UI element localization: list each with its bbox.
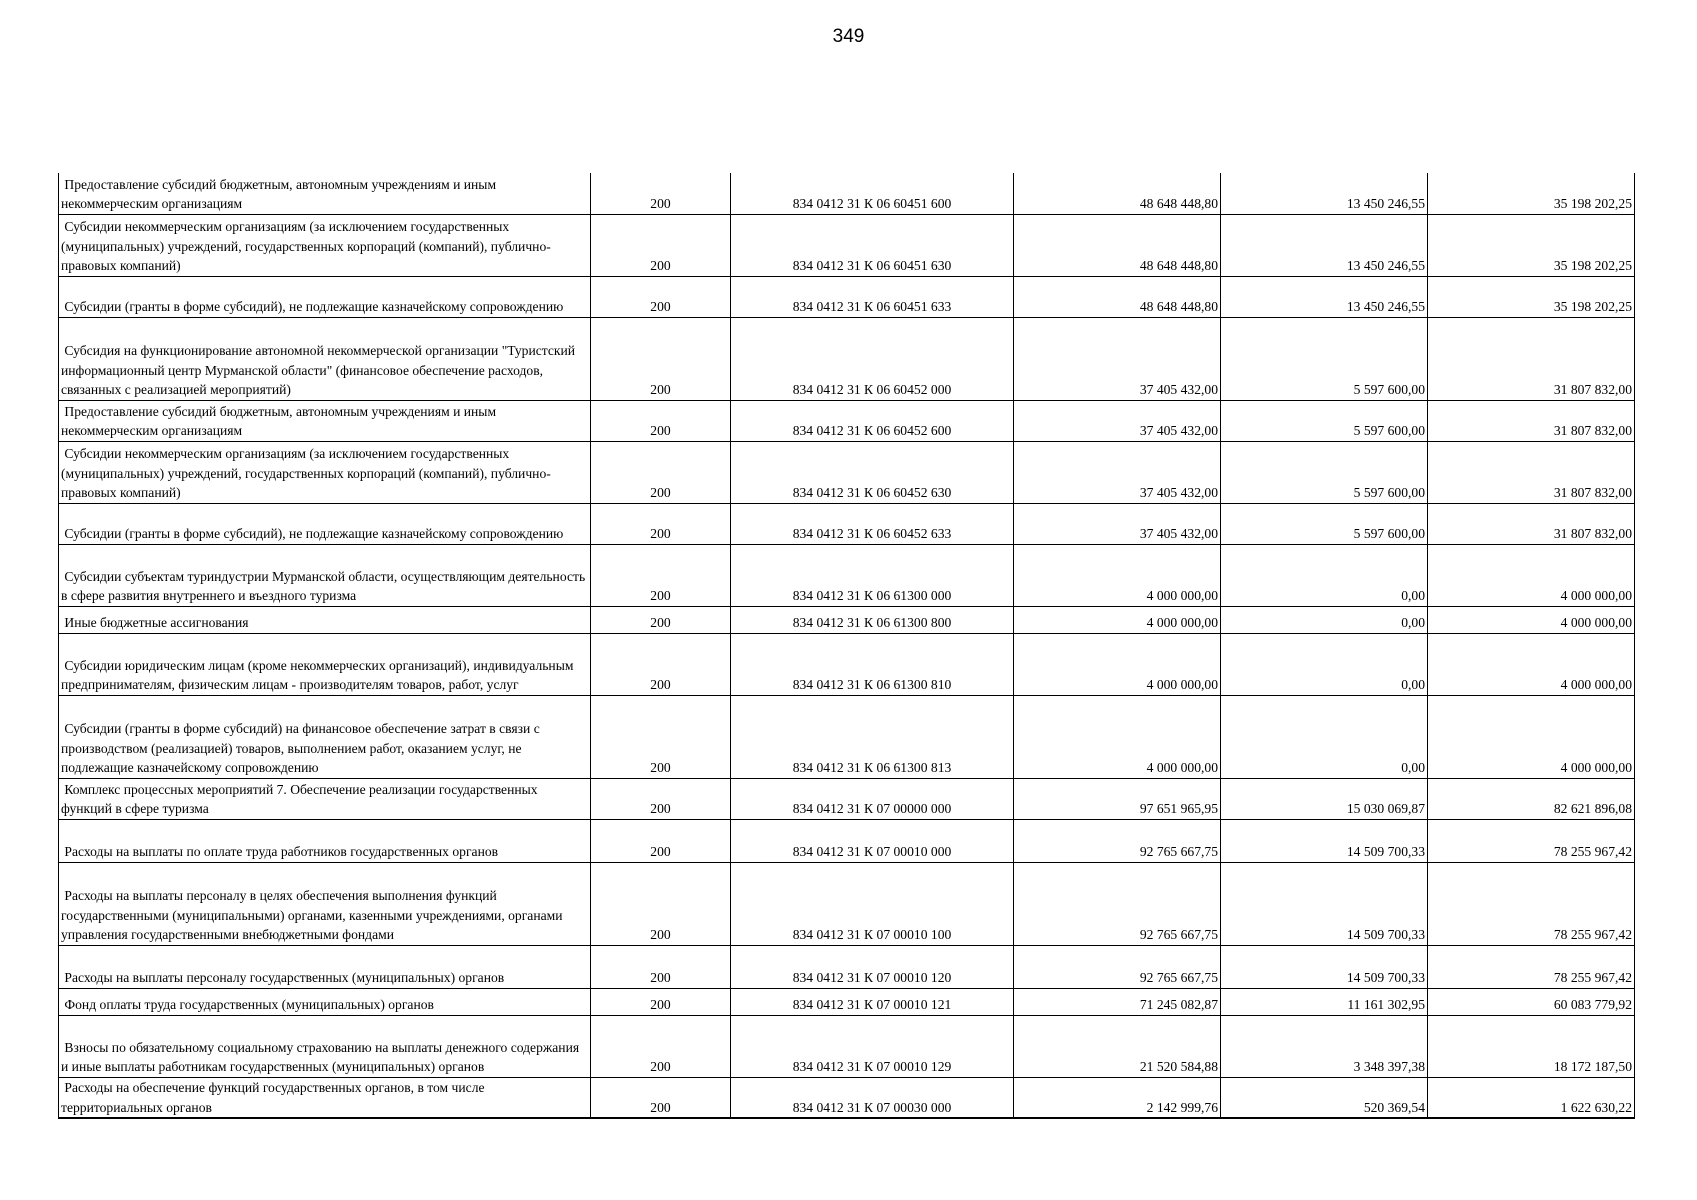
row-executed-cell: 5 597 600,00	[1221, 317, 1428, 400]
row-budget-code-cell: 834 0412 31 К 06 61300 000	[731, 544, 1014, 606]
row-budget-code-cell: 834 0412 31 К 06 60451 600	[731, 173, 1014, 214]
row-name-cell: Расходы на выплаты персоналу государственных (муниципальных) органов	[59, 945, 591, 988]
row-executed-cell: 0,00	[1221, 606, 1428, 633]
row-unexecuted-cell: 35 198 202,25	[1428, 214, 1635, 276]
row-unexecuted-cell: 31 807 832,00	[1428, 441, 1635, 503]
row-budget-code-cell: 834 0412 31 К 07 00010 120	[731, 945, 1014, 988]
row-line-code-cell: 200	[591, 862, 731, 945]
row-executed-cell: 11 161 302,95	[1221, 988, 1428, 1015]
table-row	[59, 400, 1635, 441]
row-name-cell: Комплекс процессных мероприятий 7. Обеспечение реализации государственных функций в сфере туризма	[59, 778, 591, 819]
table-row	[59, 441, 1635, 503]
row-budget-code-cell: 834 0412 31 К 07 00030 000	[731, 1077, 1014, 1118]
row-name-cell: Расходы на выплаты по оплате труда работников государственных органов	[59, 819, 591, 862]
row-name-cell: Субсидии (гранты в форме субсидий) на финансовое обеспечение затрат в связи с производством (реализацией) товаров, выполнением работ, оказанием услуг, не подлежащие казначейскому сопровождению	[59, 695, 591, 778]
table-row	[59, 544, 1635, 606]
row-unexecuted-cell: 4 000 000,00	[1428, 695, 1635, 778]
row-budget-code-cell: 834 0412 31 К 06 61300 813	[731, 695, 1014, 778]
row-budget-code-cell: 834 0412 31 К 06 61300 800	[731, 606, 1014, 633]
row-approved-cell: 97 651 965,95	[1014, 778, 1221, 819]
budget-execution-table	[58, 173, 1635, 1119]
row-name-cell: Расходы на выплаты персоналу в целях обеспечения выполнения функций государственными (муниципальными) органами, казенными учреждениями, органами управления государственными внебюджетными фондами	[59, 862, 591, 945]
table-row	[59, 173, 1635, 214]
row-approved-cell: 92 765 667,75	[1014, 819, 1221, 862]
row-name-cell: Иные бюджетные ассигнования	[59, 606, 591, 633]
row-line-code-cell: 200	[591, 945, 731, 988]
table-row	[59, 606, 1635, 633]
row-name-cell: Субсидии некоммерческим организациям (за исключением государственных (муниципальных) учреждений, государственных корпораций (компаний), публично-правовых компаний)	[59, 214, 591, 276]
row-budget-code-cell: 834 0412 31 К 06 60452 630	[731, 441, 1014, 503]
row-executed-cell: 3 348 397,38	[1221, 1015, 1428, 1077]
row-line-code-cell: 200	[591, 214, 731, 276]
row-line-code-cell: 200	[591, 819, 731, 862]
row-approved-cell: 37 405 432,00	[1014, 400, 1221, 441]
row-unexecuted-cell: 78 255 967,42	[1428, 819, 1635, 862]
row-approved-cell: 2 142 999,76	[1014, 1077, 1221, 1118]
row-executed-cell: 14 509 700,33	[1221, 862, 1428, 945]
row-executed-cell: 13 450 246,55	[1221, 173, 1428, 214]
row-approved-cell: 48 648 448,80	[1014, 214, 1221, 276]
row-line-code-cell: 200	[591, 606, 731, 633]
row-approved-cell: 37 405 432,00	[1014, 503, 1221, 544]
row-unexecuted-cell: 31 807 832,00	[1428, 400, 1635, 441]
row-budget-code-cell: 834 0412 31 К 06 60452 633	[731, 503, 1014, 544]
row-unexecuted-cell: 4 000 000,00	[1428, 544, 1635, 606]
table-row	[59, 819, 1635, 862]
row-line-code-cell: 200	[591, 441, 731, 503]
row-unexecuted-cell: 1 622 630,22	[1428, 1077, 1635, 1118]
table-row	[59, 988, 1635, 1015]
row-name-cell: Субсидии юридическим лицам (кроме некоммерческих организаций), индивидуальным предпринимателям, физическим лицам - производителям товаров, работ, услуг	[59, 633, 591, 695]
row-unexecuted-cell: 35 198 202,25	[1428, 173, 1635, 214]
row-approved-cell: 4 000 000,00	[1014, 633, 1221, 695]
row-line-code-cell: 200	[591, 400, 731, 441]
row-unexecuted-cell: 4 000 000,00	[1428, 606, 1635, 633]
row-name-cell: Субсидии субъектам туриндустрии Мурманской области, осуществляющим деятельность в сфере развития внутреннего и въездного туризма	[59, 544, 591, 606]
row-unexecuted-cell: 82 621 896,08	[1428, 778, 1635, 819]
row-executed-cell: 14 509 700,33	[1221, 819, 1428, 862]
row-approved-cell: 48 648 448,80	[1014, 276, 1221, 317]
row-approved-cell: 21 520 584,88	[1014, 1015, 1221, 1077]
row-approved-cell: 71 245 082,87	[1014, 988, 1221, 1015]
row-budget-code-cell: 834 0412 31 К 06 60451 630	[731, 214, 1014, 276]
row-name-cell: Взносы по обязательному социальному страхованию на выплаты денежного содержания и иные выплаты работникам государственных (муниципальных) органов	[59, 1015, 591, 1077]
row-approved-cell: 4 000 000,00	[1014, 695, 1221, 778]
row-executed-cell: 5 597 600,00	[1221, 400, 1428, 441]
row-approved-cell: 37 405 432,00	[1014, 317, 1221, 400]
row-line-code-cell: 200	[591, 778, 731, 819]
row-name-cell: Субсидии (гранты в форме субсидий), не подлежащие казначейскому сопровождению	[59, 503, 591, 544]
row-unexecuted-cell: 60 083 779,92	[1428, 988, 1635, 1015]
table-row	[59, 1015, 1635, 1077]
row-line-code-cell: 200	[591, 695, 731, 778]
row-budget-code-cell: 834 0412 31 К 07 00010 121	[731, 988, 1014, 1015]
row-name-cell: Субсидии (гранты в форме субсидий), не подлежащие казначейскому сопровождению	[59, 276, 591, 317]
row-unexecuted-cell: 4 000 000,00	[1428, 633, 1635, 695]
table-row	[59, 945, 1635, 988]
row-line-code-cell: 200	[591, 276, 731, 317]
row-executed-cell: 0,00	[1221, 544, 1428, 606]
row-budget-code-cell: 834 0412 31 К 06 60452 000	[731, 317, 1014, 400]
table-row	[59, 276, 1635, 317]
row-budget-code-cell: 834 0412 31 К 06 60452 600	[731, 400, 1014, 441]
row-budget-code-cell: 834 0412 31 К 06 61300 810	[731, 633, 1014, 695]
row-line-code-cell: 200	[591, 317, 731, 400]
row-executed-cell: 13 450 246,55	[1221, 276, 1428, 317]
row-line-code-cell: 200	[591, 503, 731, 544]
row-unexecuted-cell: 31 807 832,00	[1428, 317, 1635, 400]
table-row	[59, 317, 1635, 400]
row-line-code-cell: 200	[591, 1077, 731, 1118]
row-line-code-cell: 200	[591, 1015, 731, 1077]
row-line-code-cell: 200	[591, 544, 731, 606]
table-row	[59, 633, 1635, 695]
row-approved-cell: 92 765 667,75	[1014, 945, 1221, 988]
row-name-cell: Фонд оплаты труда государственных (муниципальных) органов	[59, 988, 591, 1015]
row-executed-cell: 0,00	[1221, 633, 1428, 695]
row-approved-cell: 4 000 000,00	[1014, 544, 1221, 606]
table-row	[59, 695, 1635, 778]
row-name-cell: Субсидия на функционирование автономной некоммерческой организации "Туристский информационный центр Мурманской области" (финансовое обеспечение расходов, связанных с реализацией мероприятий)	[59, 317, 591, 400]
row-budget-code-cell: 834 0412 31 К 07 00000 000	[731, 778, 1014, 819]
row-executed-cell: 520 369,54	[1221, 1077, 1428, 1118]
row-budget-code-cell: 834 0412 31 К 07 00010 000	[731, 819, 1014, 862]
row-unexecuted-cell: 35 198 202,25	[1428, 276, 1635, 317]
row-name-cell: Предоставление субсидий бюджетным, автономным учреждениям и иным некоммерческим организациям	[59, 400, 591, 441]
row-line-code-cell: 200	[591, 633, 731, 695]
row-unexecuted-cell: 18 172 187,50	[1428, 1015, 1635, 1077]
row-executed-cell: 5 597 600,00	[1221, 441, 1428, 503]
row-approved-cell: 92 765 667,75	[1014, 862, 1221, 945]
row-unexecuted-cell: 78 255 967,42	[1428, 945, 1635, 988]
table-body	[59, 173, 1635, 1118]
row-approved-cell: 37 405 432,00	[1014, 441, 1221, 503]
table-row	[59, 214, 1635, 276]
row-executed-cell: 15 030 069,87	[1221, 778, 1428, 819]
row-unexecuted-cell: 31 807 832,00	[1428, 503, 1635, 544]
table-row	[59, 1077, 1635, 1118]
table-row	[59, 778, 1635, 819]
row-unexecuted-cell: 78 255 967,42	[1428, 862, 1635, 945]
row-line-code-cell: 200	[591, 988, 731, 1015]
row-approved-cell: 48 648 448,80	[1014, 173, 1221, 214]
row-executed-cell: 5 597 600,00	[1221, 503, 1428, 544]
page-number: 349	[832, 26, 865, 47]
row-name-cell: Расходы на обеспечение функций государственных органов, в том числе территориальных органов	[59, 1077, 591, 1118]
row-name-cell: Субсидии некоммерческим организациям (за исключением государственных (муниципальных) учреждений, государственных корпораций (компаний), публично-правовых компаний)	[59, 441, 591, 503]
row-budget-code-cell: 834 0412 31 К 07 00010 129	[731, 1015, 1014, 1077]
row-executed-cell: 14 509 700,33	[1221, 945, 1428, 988]
row-executed-cell: 0,00	[1221, 695, 1428, 778]
row-approved-cell: 4 000 000,00	[1014, 606, 1221, 633]
row-executed-cell: 13 450 246,55	[1221, 214, 1428, 276]
row-budget-code-cell: 834 0412 31 К 06 60451 633	[731, 276, 1014, 317]
row-line-code-cell: 200	[591, 173, 731, 214]
row-budget-code-cell: 834 0412 31 К 07 00010 100	[731, 862, 1014, 945]
table-row	[59, 862, 1635, 945]
row-name-cell: Предоставление субсидий бюджетным, автономным учреждениям и иным некоммерческим организациям	[59, 173, 591, 214]
table-row	[59, 503, 1635, 544]
